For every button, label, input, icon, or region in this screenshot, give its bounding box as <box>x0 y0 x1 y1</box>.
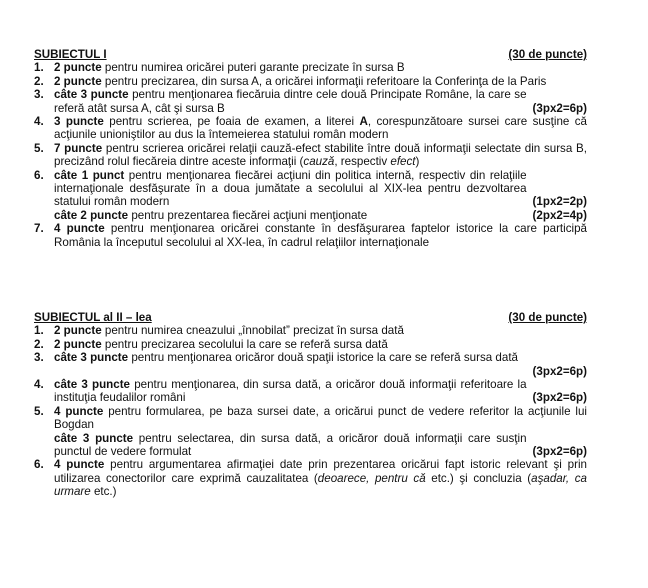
item-number: 3. <box>34 351 44 365</box>
item-number: 4. <box>34 378 44 392</box>
section-title: SUBIECTUL I <box>34 48 107 61</box>
list-item: 1. 2 puncte pentru numirea cneazului „înnobilat” precizat în sursa dată <box>34 324 404 338</box>
section-subiectul-1 <box>34 48 587 249</box>
score: (3px2=6p) <box>532 101 587 115</box>
item-number: 3. <box>34 88 44 102</box>
item-number: 5. <box>34 141 44 155</box>
list-item: 7. 4 puncte pentru menţionarea oricărei constante în desfăşurarea faptelor istorice la care participă România la începutul secolului al XX-lea, în cadrul relaţiilor internaţionale <box>34 222 587 249</box>
item-number: 7. <box>34 222 44 236</box>
section-header <box>34 311 587 324</box>
item-number: 4. <box>34 115 44 129</box>
list-item: 6. câte 1 punct pentru menţionarea fiecărei acţiuni din politica internă, respectiv din relaţiile internaţionale desfăşurate în a doua jumătate a secolului al XIX-lea pentru dezvoltarea statului român modern (1px2=2p) câte 2 puncte pentru prezentarea fiecărei acţiuni menţionate (2px2=4p) <box>34 168 587 222</box>
list-item: 1. 2 puncte pentru numirea oricărei puteri garante precizate în sursa B <box>34 61 405 75</box>
section-title: SUBIECTUL al II – lea <box>34 311 152 324</box>
score: (3px2=6p) <box>532 445 587 459</box>
item-number: 2. <box>34 337 44 351</box>
list-item: 5. 4 puncte pentru formularea, pe baza sursei date, a oricărui punct de vedere referitor la acţiunile lui Bogdan câte 3 puncte pentru selectarea, din sursa dată, a oricăror două informaţii care susţin punctul de vedere formulat (3px2=6p) <box>34 404 587 459</box>
list-item: 2. 2 puncte pentru precizarea, din sursa A, a oricărei informaţii referitoare la Conferinţa de la Paris <box>34 74 547 88</box>
list-item: 3. câte 3 puncte pentru menţionarea oricăror două spaţii istorice la care se referă sursa dată (3px2=6p) <box>34 351 587 378</box>
item-number: 6. <box>34 458 44 472</box>
list-item: 3. câte 3 puncte pentru menţionarea fiecăruia dintre cele două Principate Române, la care se referă atât sursa A, cât şi sursa B (3px2=6p) <box>34 88 587 115</box>
score: (2px2=4p) <box>532 208 587 222</box>
item-number: 6. <box>34 168 44 182</box>
list-item: 4. câte 3 puncte pentru menţionarea, din sursa dată, a oricăror două informaţii referitoare la instituţia feudalilor români (3px2=6p) <box>34 378 587 405</box>
section-header <box>34 48 587 61</box>
section-subiectul-2 <box>34 311 587 499</box>
section-points: (30 de puncte) <box>508 48 587 61</box>
list-item: 5. 7 puncte pentru scrierea oricărei relaţii cauză-efect stabilite între două informaţii selectate din sursa B, precizând rolul fiecăreia dintre aceste informaţii (cauză, respectiv efect) <box>34 141 587 169</box>
list-item: 2. 2 puncte pentru precizarea secolului la care se referă sursa dată <box>34 337 388 351</box>
item-number: 5. <box>34 404 44 418</box>
score: (3px2=6p) <box>532 364 587 378</box>
item-number: 1. <box>34 61 44 75</box>
score: (1px2=2p) <box>532 195 587 209</box>
score: (3px2=6p) <box>532 391 587 405</box>
item-number: 1. <box>34 324 44 338</box>
list-item: 6. 4 puncte pentru argumentarea afirmaţiei date prin prezentarea oricărui fapt istoric relevant şi prin utilizarea conectorilor care exprimă cauzalitatea (deoarece, pentru că etc.) şi concluzia (aşadar, ca urmare etc.) <box>34 458 588 499</box>
list-item: 4. 3 puncte pentru scrierea, pe foaia de examen, a literei A, corespunzătoare sursei care susţine că acţiunile unioniştilor au dus la întemeierea statului român modern <box>34 115 587 142</box>
section-points: (30 de puncte) <box>508 311 587 324</box>
criteria-list <box>34 61 587 249</box>
criteria-list <box>34 324 587 498</box>
item-number: 2. <box>34 74 44 88</box>
